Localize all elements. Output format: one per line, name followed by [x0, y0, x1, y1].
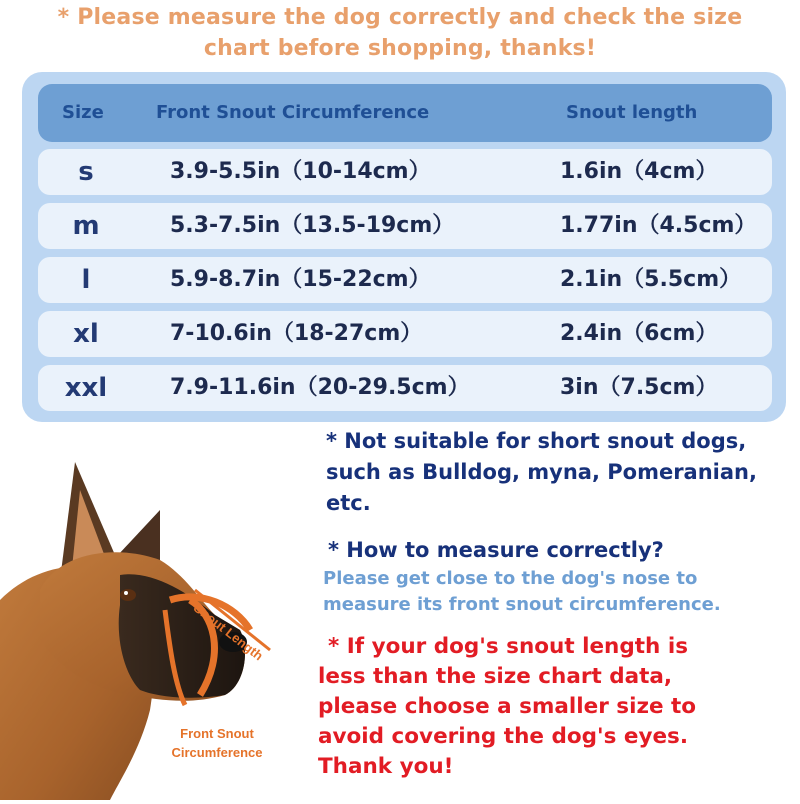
length-cell: 3in（7.5cm）: [560, 375, 718, 400]
front-snout-label: [162, 724, 272, 762]
table-header: [38, 84, 772, 142]
circumference-cell: 3.9-5.5in（10-14cm）: [170, 159, 431, 184]
table-row: [38, 311, 772, 357]
dog-muzzle-illustration: [0, 450, 300, 800]
table-row: [38, 203, 772, 249]
circumference-cell: 7.9-11.6in（20-29.5cm）: [170, 375, 470, 400]
length-cell: 1.77in（4.5cm）: [560, 213, 757, 238]
table-row: [38, 257, 772, 303]
circumference-cell: 5.3-7.5in（13.5-19cm）: [170, 213, 455, 238]
snout-length-label: Snout Length: [190, 600, 267, 664]
header-snout-length: Snout length: [566, 102, 698, 123]
table-row: [38, 365, 772, 411]
circumference-cell: 7-10.6in（18-27cm）: [170, 321, 423, 346]
warning-line-5: Thank you!: [318, 754, 454, 779]
length-cell: 2.1in（5.5cm）: [560, 267, 742, 292]
size-cell: xl: [73, 319, 99, 349]
top-note-line-1: * Please measure the dog correctly and check the size: [57, 5, 743, 30]
unsuitable-line-2: such as Bulldog, myna, Pomeranian,: [326, 460, 757, 484]
top-instruction-note: [0, 2, 800, 64]
top-note-line-2: chart before shopping, thanks!: [203, 36, 597, 61]
front-label-line-1: Front Snout: [180, 726, 254, 741]
length-cell: 2.4in（6cm）: [560, 321, 718, 346]
warning-line-3: please choose a smaller size to: [318, 694, 697, 719]
how-to-body: [318, 566, 798, 618]
how-to-line-1: Please get close to the dog's nose to: [323, 568, 698, 589]
warning-line-4: avoid covering the dog's eyes.: [318, 724, 689, 749]
unsuitable-line-3: etc.: [326, 491, 371, 515]
how-to-title: * How to measure correctly?: [328, 538, 664, 562]
header-size: Size: [62, 102, 104, 123]
header-circumference: Front Snout Circumference: [156, 102, 430, 123]
unsuitable-note: [318, 426, 798, 519]
size-cell: xxl: [64, 373, 108, 403]
notes-section: [318, 426, 798, 782]
size-cell: l: [81, 265, 91, 295]
table-row: [38, 149, 772, 195]
length-cell: 1.6in（4cm）: [560, 159, 718, 184]
warning-line-1: * If your dog's snout length is: [328, 634, 688, 659]
warning-note: [318, 632, 798, 782]
warning-line-2: less than the size chart data,: [318, 664, 673, 689]
circumference-cell: 5.9-8.7in（15-22cm）: [170, 267, 431, 292]
unsuitable-line-1: * Not suitable for short snout dogs,: [326, 429, 747, 453]
size-cell: s: [78, 157, 94, 187]
size-chart-table: [22, 72, 786, 422]
how-to-line-2: measure its front snout circumference.: [323, 594, 721, 615]
front-label-line-2: Circumference: [171, 745, 263, 760]
size-cell: m: [72, 211, 100, 241]
